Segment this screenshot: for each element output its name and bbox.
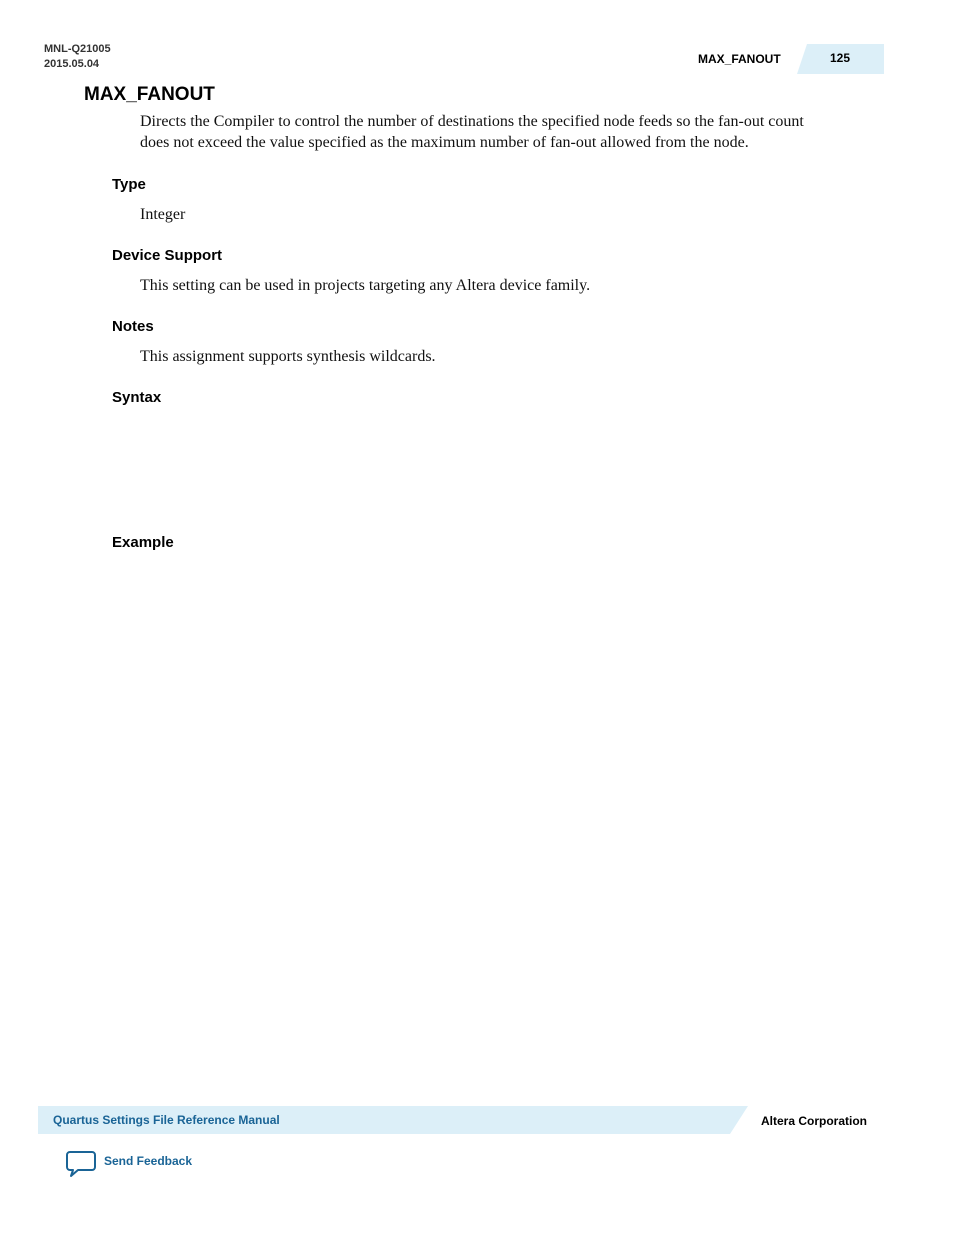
running-header-title: MAX_FANOUT	[698, 52, 781, 66]
description-line-2: does not exceed the value specified as the maximum number of fan-out allowed from the node.	[140, 134, 749, 151]
section-heading-type: Type	[112, 176, 146, 193]
doc-number: MNL-Q21005	[44, 43, 111, 55]
section-text-device-support: This setting can be used in projects targeting any Altera device family.	[140, 277, 591, 294]
footer-manual-title: Quartus Settings File Reference Manual	[53, 1113, 280, 1127]
section-heading-syntax: Syntax	[112, 389, 162, 406]
description-line-1: Directs the Compiler to control the number of destinations the specified node feeds so the fan-out count	[140, 113, 804, 130]
section-heading-device-support: Device Support	[112, 247, 223, 264]
section-text-type: Integer	[140, 206, 186, 223]
feedback-icon[interactable]	[66, 1150, 96, 1178]
section-heading-example: Example	[112, 534, 174, 551]
send-feedback-link[interactable]: Send Feedback	[104, 1154, 193, 1168]
section-text-notes: This assignment supports synthesis wildcards.	[140, 348, 436, 365]
description	[140, 111, 804, 153]
page-number: 125	[829, 51, 851, 65]
page-title: MAX_FANOUT	[84, 84, 215, 105]
section-heading-notes: Notes	[112, 318, 154, 335]
footer-company: Altera Corporation	[761, 1114, 868, 1128]
document-id	[44, 42, 111, 72]
doc-date: 2015.05.04	[44, 58, 100, 70]
